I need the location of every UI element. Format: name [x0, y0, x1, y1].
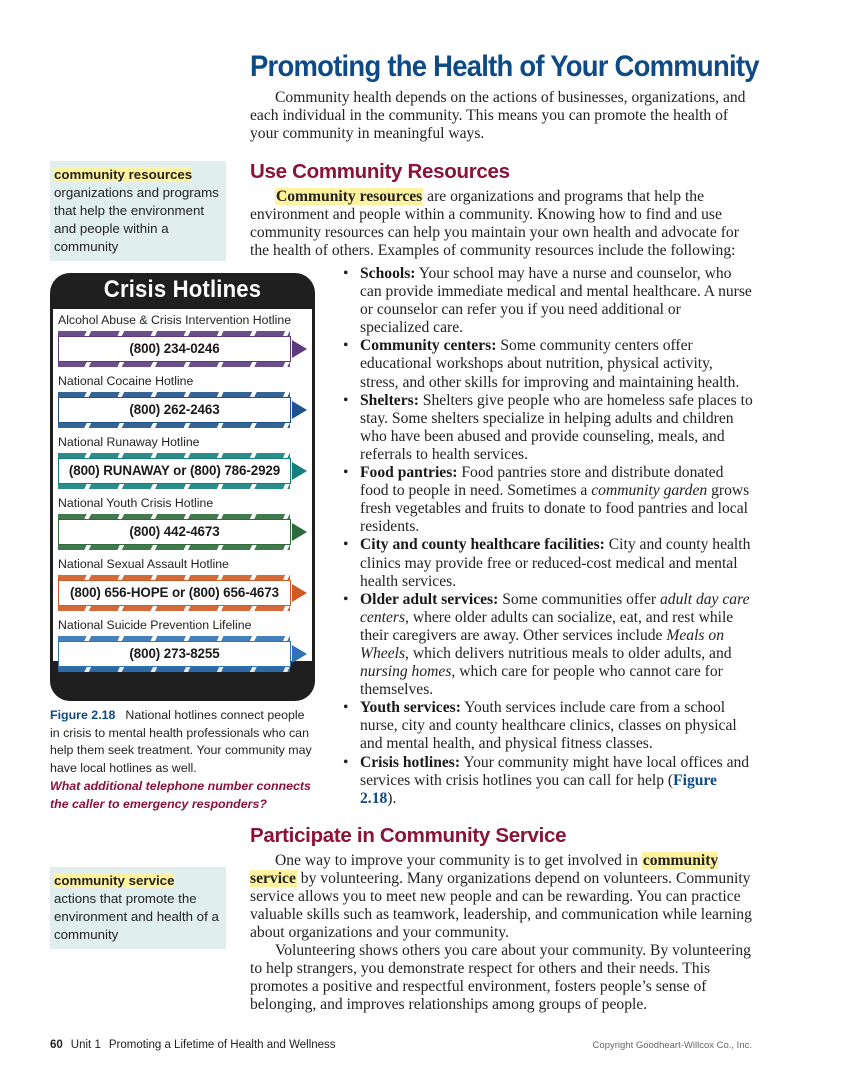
- item-label: Community centers:: [360, 337, 497, 355]
- hotline-number: (800) 442-4673: [58, 519, 291, 545]
- glossary-definition: actions that promote the environment and health of a community: [54, 891, 219, 942]
- item-text: , which care for people who cannot care for themselves.: [360, 663, 723, 699]
- italic-term: Meals on Wheels: [360, 626, 724, 662]
- item-text: grows fresh vegetables and fruits to donate to food pantries and local residents.: [360, 482, 750, 536]
- bullet-icon: •: [343, 590, 349, 608]
- hotline-name: Alcohol Abuse & Crisis Intervention Hotline: [58, 313, 292, 327]
- list-item: [342, 754, 754, 808]
- paragraph-text: One way to improve your community is to get involved in: [275, 852, 642, 869]
- arrow-right-icon: [292, 340, 307, 358]
- item-text: , which delivers nutritious meals to older adults, and: [405, 644, 732, 662]
- item-text: Your community might have local offices and services with crisis hotlines you can call for help (: [360, 753, 750, 789]
- hotline-item: [58, 494, 313, 555]
- key-term-highlight: Community resources: [276, 188, 423, 205]
- chevron-stripe-decoration: [58, 667, 290, 672]
- bullet-icon: •: [343, 464, 349, 482]
- item-text: Shelters give people who are homeless safe places to stay. Some shelters specialize in helping adults and children who have been abused and provide counseling, meals, and referrals to health services.: [360, 391, 753, 463]
- item-text: Some communities offer: [498, 590, 660, 608]
- item-label: City and county healthcare facilities:: [360, 536, 605, 554]
- list-item: [342, 464, 754, 536]
- hotline-name: National Youth Crisis Hotline: [58, 496, 214, 510]
- caption-text: National hotlines connect people in crisis to mental health professionals who can help them seek treatment. Your community may have local hotlines as well.: [50, 708, 312, 776]
- glossary-box-community-resources: [50, 161, 226, 261]
- hotline-number: (800) 262-2463: [58, 397, 291, 423]
- hotline-number: (800) 273-8255: [58, 641, 291, 667]
- card-title: Crisis Hotlines: [103, 276, 262, 303]
- glossary-box-community-service: [50, 867, 226, 949]
- item-text: Some community centers offer educational workshops about nutrition, physical activity, stress, and other skills for improving and maintaining health.: [360, 337, 740, 391]
- item-label: Shelters:: [360, 391, 419, 409]
- paragraph-text: by volunteering. Many organizations depend on volunteers. Community service allows you to meet new people and can be rewarding. You can practice valuable skills such as teamwork, leadership, and communication while learning about organizations and your community.: [250, 870, 752, 942]
- page-number: 60: [50, 1039, 63, 1051]
- list-item: [342, 337, 754, 391]
- item-text: Your school may have a nurse and counselor, who can provide immediate medical and mental healthcare. A nurse or counselor can refer you if you need additional or specialized care.: [360, 265, 752, 337]
- page-footer: [50, 1039, 752, 1051]
- arrow-right-icon: [292, 401, 307, 419]
- figure-reference-link[interactable]: Figure 2.18: [360, 771, 717, 807]
- intro-paragraph: Community health depends on the actions of businesses, organizations, and each individual in the community. This means you can promote the health of your community in meaningful ways.: [250, 89, 746, 143]
- hotline-item: [58, 433, 313, 494]
- arrow-right-icon: [292, 584, 307, 602]
- chevron-stripe-decoration: [58, 423, 290, 428]
- hotline-name: National Runaway Hotline: [58, 435, 200, 449]
- chevron-stripe-decoration: [58, 545, 290, 550]
- hotline-name: National Cocaine Hotline: [58, 374, 194, 388]
- italic-term: adult day care centers: [360, 590, 750, 626]
- unit-label: Unit 1: [70, 1039, 101, 1051]
- key-term-highlight: community service: [250, 852, 719, 888]
- bullet-icon: •: [343, 391, 349, 409]
- section1-paragraph: [250, 188, 752, 260]
- item-label: Crisis hotlines:: [360, 753, 461, 771]
- bullet-icon: •: [343, 699, 349, 717]
- item-label: Youth services:: [360, 699, 461, 717]
- hotline-item: [58, 311, 313, 372]
- bullet-icon: •: [343, 265, 349, 282]
- italic-term: nursing homes: [360, 663, 452, 681]
- list-item: [342, 536, 754, 590]
- item-label: Food pantries:: [360, 464, 458, 482]
- hotline-number: (800) RUNAWAY or (800) 786-2929: [58, 458, 291, 484]
- glossary-definition: organizations and programs that help the environment and people within a community: [54, 185, 219, 254]
- hotline-name: National Sexual Assault Hotline: [58, 557, 229, 571]
- crisis-hotlines-figure: [50, 273, 315, 701]
- paragraph-text: are organizations and programs that help the environment and people within a community. Knowing how to find and use community resources can help you maintain your own health and advocate for the health of others. Examples of community resources include the following:: [250, 188, 739, 260]
- arrow-right-icon: [292, 462, 307, 480]
- arrow-right-icon: [292, 645, 307, 663]
- figure-label: Figure 2.18: [50, 708, 116, 722]
- hotline-number: (800) 656-HOPE or (800) 656-4673: [58, 580, 291, 606]
- hotline-item: [58, 616, 313, 677]
- hotline-list: [53, 309, 312, 661]
- glossary-term: community resources: [54, 167, 193, 182]
- italic-term: community garden: [591, 482, 708, 500]
- section-heading-use-community-resources: Use Community Resources: [250, 160, 510, 183]
- list-item: [342, 591, 754, 700]
- item-text: , where older adults can socialize, eat, and rest while their caregivers are away. Other services include: [360, 608, 734, 644]
- section2-paragraph-2: Volunteering shows others you care about your community. By volunteering to help strangers, you demonstrate respect for others and their needs. This promotes a positive and respectful environment, fosters people’s sense of belonging, and improves relationships among groups of people.: [250, 942, 751, 1014]
- chevron-stripe-decoration: [58, 606, 290, 611]
- bullet-icon: •: [343, 536, 349, 554]
- hotline-item: [58, 372, 313, 433]
- section2-paragraph-1: [250, 852, 752, 942]
- item-text: Food pantries store and distribute donated food to people in need. Sometimes a: [360, 464, 724, 500]
- unit-title: Promoting a Lifetime of Health and Wellness: [108, 1039, 336, 1051]
- community-resources-list: [342, 265, 754, 808]
- item-text: Youth services include care from a school nurse, city and county healthcare clinics, classes on physical and mental health, and physical fitness classes.: [360, 699, 737, 753]
- bullet-icon: •: [343, 337, 349, 355]
- item-text: City and county health clinics may provide free or reduced-cost medical and mental health services.: [360, 536, 751, 590]
- hotline-name: National Suicide Prevention Lifeline: [58, 618, 252, 632]
- hotline-number: (800) 234-0246: [58, 336, 291, 362]
- section-heading-participate-in-community-service: Participate in Community Service: [250, 824, 567, 847]
- arrow-right-icon: [292, 523, 307, 541]
- item-label: Schools:: [360, 265, 416, 282]
- figure-caption: [50, 707, 315, 813]
- caption-question: What additional telephone number connects the caller to emergency responders?: [50, 778, 311, 811]
- item-label: Older adult services:: [360, 590, 499, 608]
- chevron-stripe-decoration: [58, 484, 290, 489]
- page-title: Promoting the Health of Your Community: [250, 50, 759, 83]
- chevron-stripe-decoration: [58, 362, 290, 367]
- list-item: [342, 392, 754, 464]
- hotline-item: [58, 555, 313, 616]
- list-item: [342, 699, 754, 753]
- glossary-term: community service: [54, 873, 175, 888]
- list-item: [342, 265, 754, 337]
- bullet-icon: •: [343, 753, 349, 771]
- item-text: ).: [387, 789, 397, 807]
- copyright-notice: Copyright Goodheart-Willcox Co., Inc.: [592, 1040, 752, 1051]
